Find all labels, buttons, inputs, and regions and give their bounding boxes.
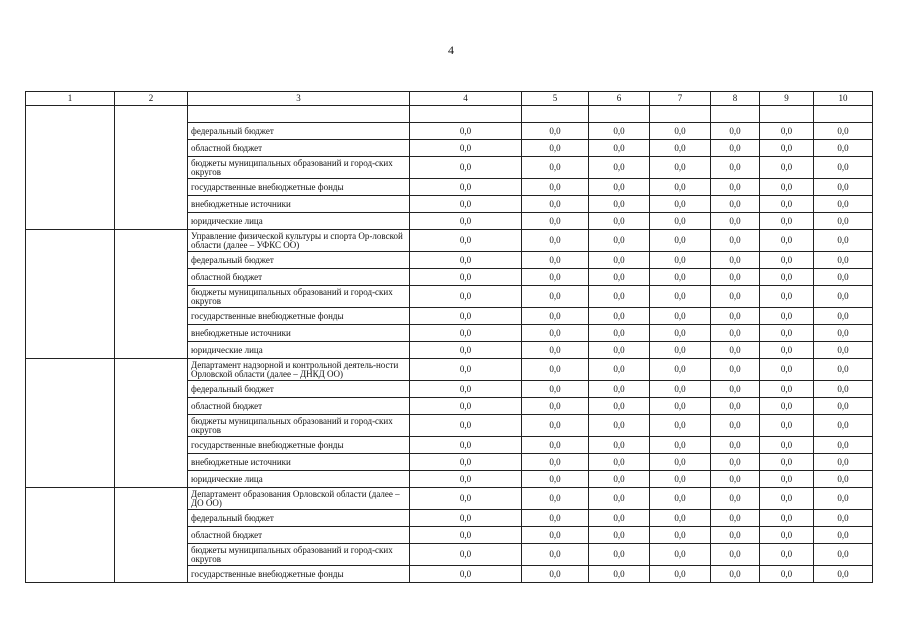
value-cell: 0,0 [814, 359, 873, 381]
value-cell: 0,0 [814, 398, 873, 415]
value-cell: 0,0 [760, 510, 814, 527]
value-cell: 0,0 [589, 566, 650, 583]
value-cell: 0,0 [650, 140, 711, 157]
value-cell: 0,0 [760, 471, 814, 488]
col-header-3: 3 [188, 92, 410, 106]
value-cell: 0,0 [711, 566, 760, 583]
value-cell: 0,0 [410, 286, 522, 308]
row-label: государственные внебюджетные фонды [188, 437, 410, 454]
value-cell: 0,0 [522, 140, 589, 157]
row-label: внебюджетные источники [188, 454, 410, 471]
value-cell: 0,0 [760, 566, 814, 583]
spacer-cell [711, 106, 760, 123]
value-cell: 0,0 [410, 230, 522, 252]
value-cell: 0,0 [650, 230, 711, 252]
value-cell: 0,0 [410, 342, 522, 359]
value-cell: 0,0 [814, 140, 873, 157]
value-cell: 0,0 [589, 196, 650, 213]
value-cell: 0,0 [711, 308, 760, 325]
value-cell: 0,0 [410, 213, 522, 230]
value-cell: 0,0 [522, 252, 589, 269]
value-cell: 0,0 [522, 437, 589, 454]
value-cell: 0,0 [814, 230, 873, 252]
value-cell: 0,0 [410, 398, 522, 415]
value-cell: 0,0 [410, 140, 522, 157]
row-label: государственные внебюджетные фонды [188, 308, 410, 325]
group-col-1-cell [26, 106, 115, 230]
group-col-1-cell [26, 359, 115, 488]
value-cell: 0,0 [650, 566, 711, 583]
value-cell: 0,0 [589, 471, 650, 488]
table-row [26, 230, 873, 252]
value-cell: 0,0 [650, 454, 711, 471]
value-cell: 0,0 [589, 308, 650, 325]
table-row [26, 359, 873, 381]
group-col-2-cell [115, 230, 188, 359]
row-label: бюджеты муниципальных образований и город-ских округов [188, 415, 410, 437]
value-cell: 0,0 [589, 230, 650, 252]
value-cell: 0,0 [522, 269, 589, 286]
header-row [26, 92, 873, 106]
value-cell: 0,0 [760, 437, 814, 454]
value-cell: 0,0 [760, 286, 814, 308]
value-cell: 0,0 [410, 454, 522, 471]
value-cell: 0,0 [410, 196, 522, 213]
row-label: федеральный бюджет [188, 381, 410, 398]
value-cell: 0,0 [760, 359, 814, 381]
value-cell: 0,0 [522, 471, 589, 488]
value-cell: 0,0 [760, 415, 814, 437]
value-cell: 0,0 [522, 510, 589, 527]
value-cell: 0,0 [522, 123, 589, 140]
col-header-4: 4 [410, 92, 522, 106]
value-cell: 0,0 [814, 179, 873, 196]
value-cell: 0,0 [814, 510, 873, 527]
value-cell: 0,0 [650, 471, 711, 488]
group-col-2-cell [115, 359, 188, 488]
value-cell: 0,0 [410, 510, 522, 527]
spacer-cell [589, 106, 650, 123]
value-cell: 0,0 [711, 471, 760, 488]
value-cell: 0,0 [589, 325, 650, 342]
value-cell: 0,0 [711, 196, 760, 213]
value-cell: 0,0 [650, 325, 711, 342]
value-cell: 0,0 [589, 286, 650, 308]
value-cell: 0,0 [410, 544, 522, 566]
budget-table [25, 91, 873, 583]
row-label: федеральный бюджет [188, 252, 410, 269]
value-cell: 0,0 [760, 544, 814, 566]
value-cell: 0,0 [650, 544, 711, 566]
value-cell: 0,0 [711, 252, 760, 269]
col-header-2: 2 [115, 92, 188, 106]
value-cell: 0,0 [522, 325, 589, 342]
value-cell: 0,0 [650, 342, 711, 359]
value-cell: 0,0 [410, 415, 522, 437]
value-cell: 0,0 [589, 140, 650, 157]
value-cell: 0,0 [522, 454, 589, 471]
value-cell: 0,0 [814, 196, 873, 213]
value-cell: 0,0 [410, 179, 522, 196]
value-cell: 0,0 [760, 527, 814, 544]
value-cell: 0,0 [760, 488, 814, 510]
spacer-cell [522, 106, 589, 123]
value-cell: 0,0 [650, 415, 711, 437]
value-cell: 0,0 [410, 381, 522, 398]
value-cell: 0,0 [650, 437, 711, 454]
value-cell: 0,0 [711, 488, 760, 510]
row-label: юридические лица [188, 213, 410, 230]
value-cell: 0,0 [650, 252, 711, 269]
value-cell: 0,0 [711, 381, 760, 398]
value-cell: 0,0 [711, 157, 760, 179]
value-cell: 0,0 [814, 527, 873, 544]
value-cell: 0,0 [522, 213, 589, 230]
row-label: областной бюджет [188, 398, 410, 415]
value-cell: 0,0 [650, 308, 711, 325]
value-cell: 0,0 [410, 471, 522, 488]
value-cell: 0,0 [522, 359, 589, 381]
row-label: государственные внебюджетные фонды [188, 179, 410, 196]
row-label: областной бюджет [188, 527, 410, 544]
col-header-9: 9 [760, 92, 814, 106]
value-cell: 0,0 [410, 359, 522, 381]
row-label: бюджеты муниципальных образований и город-ских округов [188, 157, 410, 179]
value-cell: 0,0 [589, 544, 650, 566]
value-cell: 0,0 [589, 437, 650, 454]
row-label: бюджеты муниципальных образований и город-ских округов [188, 286, 410, 308]
value-cell: 0,0 [410, 123, 522, 140]
row-label: Департамент образования Орловской области (далее – ДО ОО) [188, 488, 410, 510]
value-cell: 0,0 [711, 123, 760, 140]
row-label: юридические лица [188, 342, 410, 359]
value-cell: 0,0 [814, 488, 873, 510]
value-cell: 0,0 [589, 415, 650, 437]
value-cell: 0,0 [522, 157, 589, 179]
value-cell: 0,0 [522, 230, 589, 252]
value-cell: 0,0 [522, 179, 589, 196]
value-cell: 0,0 [814, 566, 873, 583]
value-cell: 0,0 [650, 488, 711, 510]
value-cell: 0,0 [711, 179, 760, 196]
spacer-cell [650, 106, 711, 123]
value-cell: 0,0 [711, 415, 760, 437]
row-label: областной бюджет [188, 269, 410, 286]
value-cell: 0,0 [760, 342, 814, 359]
spacer-row [26, 106, 873, 123]
row-label: Управление физической культуры и спорта Ор-ловской области (далее – УФКС ОО) [188, 230, 410, 252]
group-col-2-cell [115, 488, 188, 583]
row-label: юридические лица [188, 471, 410, 488]
spacer-cell [188, 106, 410, 123]
table-row [26, 488, 873, 510]
value-cell: 0,0 [760, 196, 814, 213]
value-cell: 0,0 [589, 342, 650, 359]
value-cell: 0,0 [711, 230, 760, 252]
row-label: федеральный бюджет [188, 123, 410, 140]
value-cell: 0,0 [814, 471, 873, 488]
value-cell: 0,0 [650, 196, 711, 213]
value-cell: 0,0 [814, 269, 873, 286]
value-cell: 0,0 [760, 213, 814, 230]
value-cell: 0,0 [589, 510, 650, 527]
col-header-10: 10 [814, 92, 873, 106]
value-cell: 0,0 [522, 566, 589, 583]
spacer-cell [814, 106, 873, 123]
value-cell: 0,0 [410, 308, 522, 325]
value-cell: 0,0 [711, 286, 760, 308]
value-cell: 0,0 [711, 454, 760, 471]
value-cell: 0,0 [589, 269, 650, 286]
value-cell: 0,0 [814, 342, 873, 359]
group-col-2-cell [115, 106, 188, 230]
row-label: внебюджетные источники [188, 196, 410, 213]
value-cell: 0,0 [814, 437, 873, 454]
value-cell: 0,0 [711, 342, 760, 359]
value-cell: 0,0 [589, 123, 650, 140]
value-cell: 0,0 [650, 398, 711, 415]
value-cell: 0,0 [760, 269, 814, 286]
value-cell: 0,0 [650, 286, 711, 308]
value-cell: 0,0 [814, 308, 873, 325]
value-cell: 0,0 [522, 398, 589, 415]
value-cell: 0,0 [650, 179, 711, 196]
spacer-cell [760, 106, 814, 123]
value-cell: 0,0 [814, 415, 873, 437]
value-cell: 0,0 [650, 381, 711, 398]
value-cell: 0,0 [650, 527, 711, 544]
value-cell: 0,0 [814, 157, 873, 179]
value-cell: 0,0 [711, 527, 760, 544]
value-cell: 0,0 [410, 157, 522, 179]
page-number: 4 [448, 43, 454, 57]
value-cell: 0,0 [589, 157, 650, 179]
value-cell: 0,0 [711, 510, 760, 527]
value-cell: 0,0 [522, 415, 589, 437]
value-cell: 0,0 [650, 157, 711, 179]
value-cell: 0,0 [814, 381, 873, 398]
value-cell: 0,0 [589, 213, 650, 230]
col-header-7: 7 [650, 92, 711, 106]
value-cell: 0,0 [650, 359, 711, 381]
value-cell: 0,0 [760, 381, 814, 398]
value-cell: 0,0 [410, 566, 522, 583]
value-cell: 0,0 [522, 342, 589, 359]
value-cell: 0,0 [589, 252, 650, 269]
col-header-6: 6 [589, 92, 650, 106]
value-cell: 0,0 [650, 213, 711, 230]
value-cell: 0,0 [410, 269, 522, 286]
value-cell: 0,0 [522, 286, 589, 308]
value-cell: 0,0 [760, 157, 814, 179]
value-cell: 0,0 [760, 308, 814, 325]
value-cell: 0,0 [410, 325, 522, 342]
value-cell: 0,0 [760, 230, 814, 252]
value-cell: 0,0 [589, 359, 650, 381]
value-cell: 0,0 [814, 213, 873, 230]
value-cell: 0,0 [589, 179, 650, 196]
row-label: бюджеты муниципальных образований и город-ских округов [188, 544, 410, 566]
value-cell: 0,0 [814, 252, 873, 269]
value-cell: 0,0 [650, 123, 711, 140]
value-cell: 0,0 [711, 359, 760, 381]
spacer-cell [410, 106, 522, 123]
value-cell: 0,0 [522, 308, 589, 325]
value-cell: 0,0 [589, 527, 650, 544]
row-label: Департамент надзорной и контрольной деятель-ности Орловской области (далее – ДНКД ОО) [188, 359, 410, 381]
value-cell: 0,0 [814, 123, 873, 140]
value-cell: 0,0 [589, 454, 650, 471]
value-cell: 0,0 [589, 381, 650, 398]
value-cell: 0,0 [589, 488, 650, 510]
value-cell: 0,0 [760, 325, 814, 342]
value-cell: 0,0 [711, 325, 760, 342]
value-cell: 0,0 [711, 140, 760, 157]
value-cell: 0,0 [814, 454, 873, 471]
value-cell: 0,0 [410, 488, 522, 510]
value-cell: 0,0 [760, 140, 814, 157]
value-cell: 0,0 [760, 123, 814, 140]
value-cell: 0,0 [589, 398, 650, 415]
group-col-1-cell [26, 488, 115, 583]
value-cell: 0,0 [814, 286, 873, 308]
value-cell: 0,0 [522, 381, 589, 398]
value-cell: 0,0 [760, 179, 814, 196]
value-cell: 0,0 [650, 510, 711, 527]
value-cell: 0,0 [814, 325, 873, 342]
value-cell: 0,0 [410, 252, 522, 269]
value-cell: 0,0 [650, 269, 711, 286]
value-cell: 0,0 [760, 252, 814, 269]
row-label: областной бюджет [188, 140, 410, 157]
value-cell: 0,0 [814, 544, 873, 566]
row-label: государственные внебюджетные фонды [188, 566, 410, 583]
value-cell: 0,0 [410, 527, 522, 544]
col-header-8: 8 [711, 92, 760, 106]
value-cell: 0,0 [522, 544, 589, 566]
value-cell: 0,0 [410, 437, 522, 454]
value-cell: 0,0 [522, 196, 589, 213]
value-cell: 0,0 [760, 398, 814, 415]
value-cell: 0,0 [522, 527, 589, 544]
value-cell: 0,0 [760, 454, 814, 471]
col-header-1: 1 [26, 92, 115, 106]
value-cell: 0,0 [711, 437, 760, 454]
value-cell: 0,0 [711, 213, 760, 230]
col-header-5: 5 [522, 92, 589, 106]
value-cell: 0,0 [711, 269, 760, 286]
value-cell: 0,0 [711, 398, 760, 415]
value-cell: 0,0 [711, 544, 760, 566]
row-label: федеральный бюджет [188, 510, 410, 527]
row-label: внебюджетные источники [188, 325, 410, 342]
value-cell: 0,0 [522, 488, 589, 510]
group-col-1-cell [26, 230, 115, 359]
